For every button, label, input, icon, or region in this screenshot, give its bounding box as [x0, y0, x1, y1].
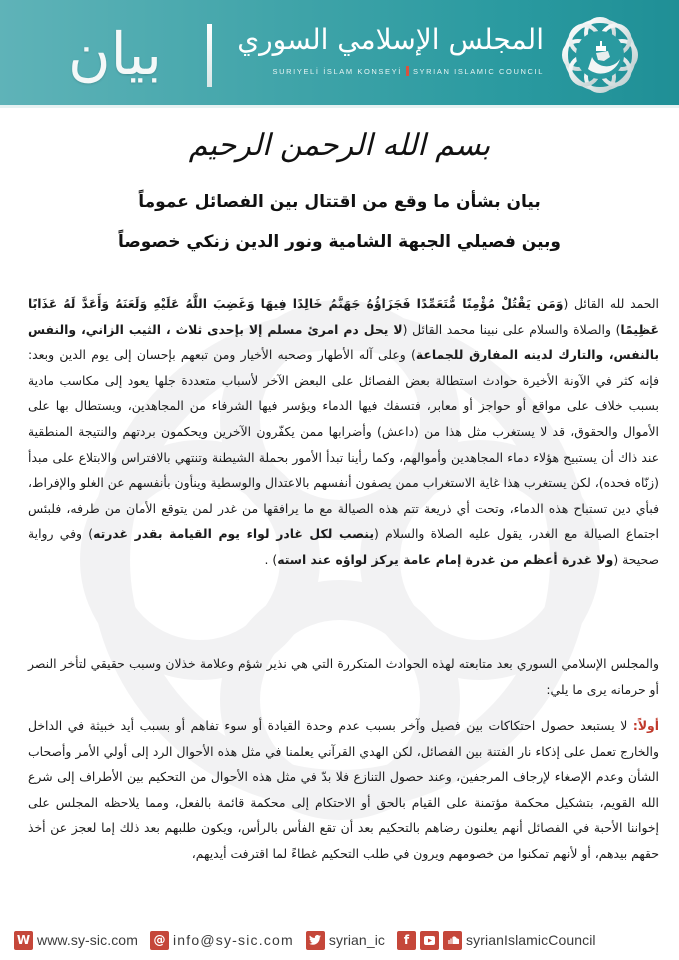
document-title-line-1: بيان بشأن ما وقع من اقتتال بين الفصائل عموماً [138, 192, 541, 212]
header-divider [207, 24, 212, 87]
hadith-quote: لا يحل دم امرئ مسلم إلا بإحدى ثلاث ، الثيب الزاني، والنفس بالنفس، والتارك لدينه المفارق للجماعة [28, 321, 660, 363]
point-label: أولاً: [632, 718, 659, 733]
twitter-handle: syrian_ic [328, 932, 386, 948]
hadith-quote: ولا غدرة أعظم من غدرة إمام عامة يركز لواؤه عند استه [277, 551, 614, 567]
paragraph-point-one [28, 713, 659, 867]
header-banner [0, 0, 679, 108]
text-segment: ) والصلاة والسلام على نبينا محمد القائل ( [402, 321, 621, 337]
council-subtitle [224, 66, 544, 76]
text-segment: ) . [264, 551, 278, 567]
web-icon: W [14, 931, 33, 950]
council-logo-icon [558, 13, 642, 97]
text-segment: الحمد لله القائل ( [563, 296, 659, 311]
point-text: لا يستبعد حصول احتكاكات بين فصيل وآخر بسبب عدم وحدة القيادة أو سوء تفاهم أو بسبب أيد خبيثة في الداخل والخارج تعمل على إذكاء نار الفتنة بين الفصائل، لكن الهدي القرآني يعلمنا في مثل هذه الأحوال الرد إلى أولي الأمر وأصحاب الشأن وعدم الإصغاء لإرجاف المرجفين، وعند حصول التنازع فلا بدّ في مثل هذه الأحوال من التحكيم بين الأطراف إلى شرع الله القويم، بتشكيل محكمة مؤتمنة على القيام بالحق أو الاحتكام إلى محكمة قائمة بالفعل، ومما يلاحظه المجلس على إخواننا الأحبة في الفصائل أنهم يعلنون رضاهم بالتحكيم بعد أن تقع الفأس بالرأس، ويكون طلبهم بعد ذلك إما لعجز عن أخذ حقهم بيدهم، أو لأنهم تمكنوا من خصومهم ويرون في طلب التحكيم غطاءً لما اقترفت أيديهم، [28, 718, 659, 861]
subtitle-separator [406, 66, 409, 76]
soundcloud-icon[interactable] [443, 931, 462, 950]
facebook-icon[interactable]: f [397, 931, 416, 950]
email-icon: @ [150, 931, 169, 950]
social-handle: syrianIslamicCouncil [466, 932, 596, 948]
council-name-turkish: SURIYELİ İSLAM KONSEYİ [272, 66, 402, 76]
document-title-line-2: وبين فصيلي الجبهة الشامية ونور الدين زنكي خصوصاً [117, 232, 561, 252]
paragraph-introduction [28, 291, 659, 573]
website-text: www.sy-sic.com [37, 932, 138, 948]
quran-quote: وَمَن يَقْتُلْ مُؤْمِنًا مُّتَعَمِّدًا فَجَزَاؤُهُ جَهَنَّمُ خَالِدًا فِيهَا وَغَضِبَ اللَّهُ عَلَيْهِ وَلَعَنَهُ وَأَعَدَّ لَهُ عَذَابًا عَظِيمًا [28, 296, 659, 337]
hadith-quote: ينصب لكل غادر لواء يوم القيامة بقدر غدرته [93, 526, 375, 542]
twitter-link[interactable] [306, 931, 385, 950]
text-segment: ) وعلى آله الأطهار وصحبه الأخيار ومن تبعهم بإحسان إلى يوم الدين وبعد: فإنه كثر في الآونة الأخيرة حوادث استطالة بعض الفصائل على البعض الآخر لأسباب متعددة جلها يعود إلى مكاسب مادية بسبب خلاف على مواقع أو حواجز أو معابر، فتسفك فيها الدماء ويؤسر فيها الشرفاء من المجاهدين، ويستطال بها على الأموال والحقوق، قد لا يستغرب مثل هذا من (داعش) وأضرابها ممن يكفّرون الآخرين ويحكمون بردتهم والنتيجة المنطقية عند ذاك أن يستبيح هؤلاء دماء المجاهدين وأموالهم، وكما رأينا تبدأ الأمور بحملة الشيطنة وتنتهي بالافتراس والابتلاع على مبدأ (زنّاه فحده)، لكن يستغرب هذا غاية الاستغراب ممن يصفون أنفسهم بالاعتدال والوسطية وينأون بأنفسهم عن الغلو والإفراط، فبأي دين تستباح هذه الدماء، وتحت أي ذريعة تتم هذه الصيالة مع ما يرافقها من غدر لمن يتوقع الأمان من طرفه، فلبئس اجتماع الصيالة مع الغدر، يقول عليه الصلاة والسلام ( [28, 347, 659, 542]
email-link[interactable] [150, 931, 294, 950]
statement-word: بيان [68, 20, 162, 88]
website-link[interactable] [14, 931, 138, 950]
email-text: info@sy-sic.com [172, 932, 294, 948]
youtube-icon[interactable] [420, 931, 439, 950]
footer-contacts [14, 929, 608, 951]
council-name-english: SYRIAN ISLAMIC COUNCIL [412, 66, 544, 76]
paragraph-council-position: والمجلس الإسلامي السوري بعد متابعته لهذه الحوادث المتكررة التي هي نذير شؤم وعلامة خذلان وسبب حقيقي لتأخر النصر أو حرمانه يرى ما يلي: [28, 656, 659, 697]
social-links [397, 931, 596, 950]
twitter-icon [306, 931, 325, 950]
basmala-calligraphy: بسم الله الرحمن الرحيم [188, 128, 491, 163]
council-name-arabic: المجلس الإسلامي السوري [237, 23, 544, 56]
text-segment: ) وفي رواية صحيحة ( [28, 526, 659, 567]
